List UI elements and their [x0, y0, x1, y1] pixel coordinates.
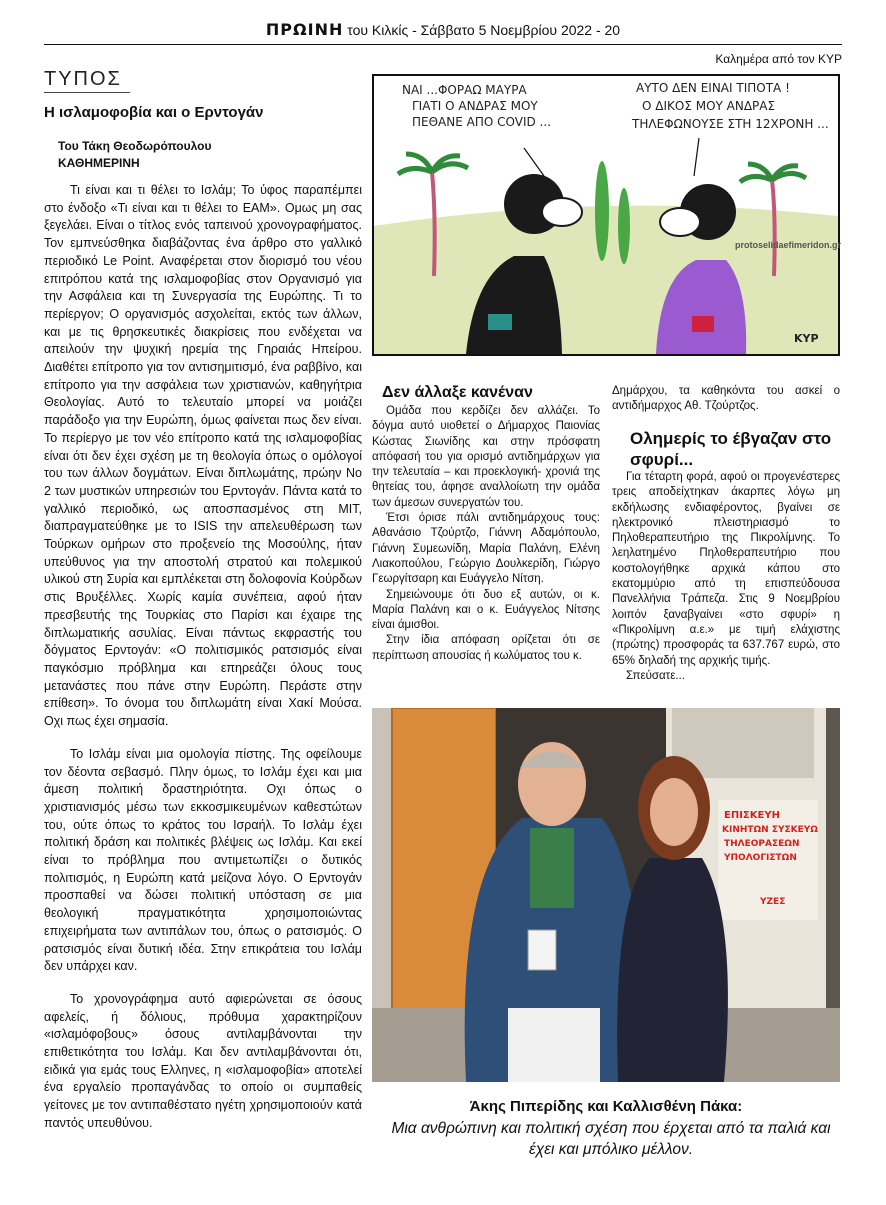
photo-drawing — [372, 708, 840, 1082]
speech-right-line-3: ΤΗΛΕΦΩΝΟΥΣΕ ΣΤΗ 12ΧΡΟΝΗ ... — [632, 117, 829, 131]
article-3-body — [612, 470, 840, 684]
article-2-title: Δεν άλλαξε κανέναν — [382, 384, 533, 401]
cartoonist-signature: ΚΥΡ — [794, 332, 819, 345]
speech-pointer-right — [694, 138, 699, 176]
shop-sign-line-3: ΤΗΛΕΟΡΑΣΕΩΝ — [724, 839, 800, 849]
speech-right-line-2: Ο ΔΙΚΟΣ ΜΟΥ ΑΝΔΡΑΣ — [642, 99, 776, 113]
article-3-title: Ολημερίς το έβγαζαν στο σφυρί... — [630, 429, 832, 469]
masthead — [44, 20, 842, 44]
cartoon-credit: Καλημέρα από τον ΚΥΡ — [715, 52, 842, 66]
shop-sign-line-2: ΚΙΝΗΤΩΝ ΣΥΣΚΕΥΩ — [722, 825, 818, 835]
lead-article-title: Η ισλαμοφοβία και ο Ερντογάν — [44, 104, 264, 121]
section-title: ΤΥΠΟΣ — [44, 68, 122, 90]
article-paragraph: Το χρονογράφημα αυτό αφιερώνεται σε όσους αφελείς, ή δόλιους, πρόθυμα χαρακτηρίζουν «ισλαμόφοβους» όσους αντιλαμβάνονται την επιθετικότητα του Ισλάμ. Και δεν αντιλαμβάνονται ότι, ειδικά για εμάς τους Ελληνες, η «ισλαμοφοβία» αποτελεί ένα εργαλείο προπαγάνδας το οποίο οι συμπαθείς γείτονες με τον αντιπαθέστατο ηγέτη χρησιμοποιούν κατά παντός υπευθύνου. — [44, 991, 362, 1130]
article-paragraph: Για τέταρτη φορά, αφού οι προγενέστερες τρεις αποδείχτηκαν άκαρπες λόγω μη εκδήλωσης ενδιαφέροντος, βγαίνει σε ηλεκτρονικό πλειστηριασμό το Πηλοθεραπευτήριο της Πικρολίμνης. Το λεηλατημένο Πηλοθεραπευτήριο που κοστολογήθηκε αρχικά κάπου στο εκατομμύριο από τη επισπεύδουσα Πανελλήνια Τράπεζα. Στις 9 Νοεμβρίου λοιπόν ξαναβγαίνει «στο σφυρί» η «Πικρολίμνη α.ε.» με τιμή ελάχιστης (πρώτης) προσφοράς τα 637.767 ευρώ, στο 65% δηλαδή της αρχικής τιμής. — [612, 471, 840, 667]
shop-sign-line-5: ΥΖΕΣ — [760, 897, 786, 907]
woman-right-face — [660, 208, 700, 236]
site-watermark: protoselidaefimeridon.gr — [735, 240, 842, 250]
masthead-rule — [44, 44, 842, 45]
palm-leaves-left — [398, 154, 468, 174]
article-paragraph: Έτσι όρισε πάλι αντιδημάρχους τους: Αθανάσιο Τζούρτζο, Γιάννη Αδαμόπουλο, Γιάννη Συμεωνίδη, Μαρία Παλάνη, Ελένη Λιακοπούλου, Γεώργιο Δουλκερίδη, Γιώργο Γεωργίτσαρη και Ευάγγελο Νίτση. — [372, 512, 600, 586]
photo-caption-title: Άκης Πιπερίδης και Καλλισθένη Πάκα: — [469, 1098, 743, 1115]
article-paragraph: Δημάρχου, τα καθηκόντα του ασκεί ο αντιδήμαρχος Αθ. Τζούρτζος. — [612, 385, 840, 413]
author-name: Του Τάκη Θεοδωρόπουλου — [58, 139, 212, 153]
plastic-bag — [508, 1008, 600, 1082]
section-rule — [44, 92, 130, 93]
shop-sign-line-1: ΕΠΙΣΚΕΥΗ — [724, 810, 780, 821]
woman-left-bag — [488, 314, 512, 330]
coffee-cup — [528, 930, 556, 970]
newspaper-brand: ΠΡΩΙΝΗ — [265, 20, 344, 39]
speech-pointer-left — [524, 148, 544, 176]
article-paragraph: Τι είναι και τι θέλει το Ισλάμ; Το ύφος παραπέμπει στο ένδοξο «Τι είναι και τι θέλει το ΕΑΜ». Ομως μη σας ξεγελάει. Είναι ο τίτλος ενός ταπεινού χρονογραφήματος. Τον εμπνεύσθηκα διαβάζοντας ένα άρθρο στο γαλλικό περιοδικό Le Point. Αναφέρεται στον διορισμό του νέου επιτρόπου κατά της ισλαμοφοβίας στον Οργανισμό για την Ασφάλεια και τη Συνεργασία της Ευρώπης. Τι το περίεργον; Ο οργανισμός ασχολείται, εκτός των άλλων, και με τις θρησκευτικές διακρίσεις που ενδέχεται να απειλούν την ψυχική ηρεμία της Γηραιάς Ηπείρου. Διαθέτει επίτροπο για τον αντισημιτισμό, ένα ραββίνο, και επίτροπο για την ασφάλεια των χριστιανών, καθηγήτρια Θεολογίας. Αυτό το τελευταίο μπορεί να μοιάζει παράδοξο για την Ευρώπη, όμως φαίνεται πως δεν είναι. Το περίεργο με τον νέο επίτροπο κατά της ισλαμοφοβίας είναι ότι δεν έχει σχέση με τη θεολογία όπως ο ομόλογοί του των άλλων δογμάτων. Είναι διπλωμάτης, πρώην Νο 2 των μυστικών υπηρεσιών του Ερντογάν. Πάντα κατά το γαλλικό περιοδικό, ως αποσπασμένος στη ΜΙΤ, διαπραγματεύθηκε με το ISIS την απελευθέρωση των Τούρκων ομήρων στο προξενείο της Μοσούλης, ήταν υπεύθυνος για την αποστολή στρατού και πολεμικού υλικού στη Συρία και εμπλέκεται στη δολοφονία Κούρδων στις Βρυξέλλες. Χωρίς καμία συνέπεια, αφού ήταν πρεσβευτής της Τουρκίας στο Παρίσι και έχαιρε της διπλωματικής ασυλίας. Είναι πάντως εκφραστής του δόγματος Ερντογάν: «Ο πολιτισμικός ρατσισμός είναι παγκόσμιο πρόβλημα και επηρεάζει όλους τους μετανάστες που πάνε στην Ευρώπη. Περάστε στην επίθεση». Το όνομα του διπλωμάτη είναι Χακί Μούσα. Οχι πως έχει σημασία. — [44, 183, 362, 729]
cypress-2 — [618, 188, 630, 264]
article-2-body — [372, 404, 600, 664]
news-photo — [372, 708, 840, 1082]
speech-right-line-1: ΑΥΤΟ ΔΕΝ ΕΙΝΑΙ ΤΙΠΟΤΑ ! — [636, 81, 790, 95]
article-2-continuation — [612, 384, 840, 415]
speech-left-line-2: ΓΙΑΤΙ Ο ΑΝΔΡΑΣ ΜΟΥ — [412, 99, 538, 113]
issue-info: του Κιλκίς - Σάββατο 5 Νοεμβρίου 2022 - 20 — [343, 22, 621, 38]
woman-left-face — [542, 198, 582, 226]
man-shirt — [530, 828, 574, 908]
lead-article-byline — [58, 138, 211, 172]
cypress-1 — [595, 161, 609, 261]
article-paragraph: Σπεύσατε... — [626, 669, 685, 682]
lead-article-body — [44, 182, 362, 1148]
source-publication: ΚΑΘΗΜΕΡΙΝΗ — [58, 156, 140, 170]
speech-left-line-1: ΝΑΙ ...ΦΟΡΑΩ ΜΑΥΡΑ — [402, 83, 527, 97]
shop-sign-line-4: ΥΠΟΛΟΓΙΣΤΩΝ — [724, 853, 797, 863]
photo-caption-subtitle: Μια ανθρώπινη και πολιτική σχέση που έρχεται από τα παλιά και έχει και μπόλικο μέλλον. — [391, 1120, 831, 1158]
article-paragraph: Το Ισλάμ είναι μια ομολογία πίστης. Της οφείλουμε τον δέοντα σεβασμό. Πλην όμως, το Ισλάμ έχει και μια άμεση πολιτική δραστηριότητα. Οχι όπως ο χριστιανισμός μέσω των εκκοσμικευμένων καθεστώτων του, ούτε όπως το κράτος του Ισραήλ. Το Ισλάμ έχει πολιτική δράση και πολιτικές βλέψεις ως Ισλάμ. Και εκεί είναι το πρόβλημα που αντιμετωπίζει ο δυτικός πολιτισμός, η Ευρώπη κατά μείζονα λόγο. Ο Ερντογάν προσπαθεί να δώσει πολιτική υπόσταση σε μια θεολογική πραγματικότητα χρησιμοποιώντας επιχειρήματα των αντιπάλων του, όπως ο ρατσισμός. Ο ρατσισμός είναι δυτική ιδέα. Στην επικράτεια του Ισλάμ δεν υπάρχει καν. — [44, 746, 362, 974]
article-paragraph: Ομάδα που κερδίζει δεν αλλάζει. Το δόγμα αυτό υιοθετεί ο Δήμαρχος Παιονίας Κώστας Σιωνίδης και στην πρόσφατη απόφασή του για ορισμό αντιδημάρχων για την τελευταία – και προεκλογική- χρονιά της θητείας του, άφησε αναλλοίωτη την ομάδα των άμεσων συνεργατών του. — [372, 405, 600, 509]
article-paragraph: Σημειώνουμε ότι δυο εξ αυτών, οι κ. Μαρία Παλάνη και ο κ. Ευάγγελος Νίτσης είναι άμισθοι. — [372, 588, 600, 632]
editorial-cartoon — [372, 74, 840, 356]
woman-dress — [617, 858, 728, 1082]
woman-face — [650, 778, 698, 846]
article-paragraph: Στην ίδια απόφαση ορίζεται ότι σε περίπτωση απουσίας ή κωλύματος του κ. — [372, 634, 600, 662]
palm-leaves-right — [740, 164, 806, 182]
speech-left-line-3: ΠΕΘΑΝΕ ΑΠΟ COVID ... — [412, 115, 551, 129]
woman-right-bag — [692, 316, 714, 332]
cartoon-drawing — [374, 76, 838, 354]
